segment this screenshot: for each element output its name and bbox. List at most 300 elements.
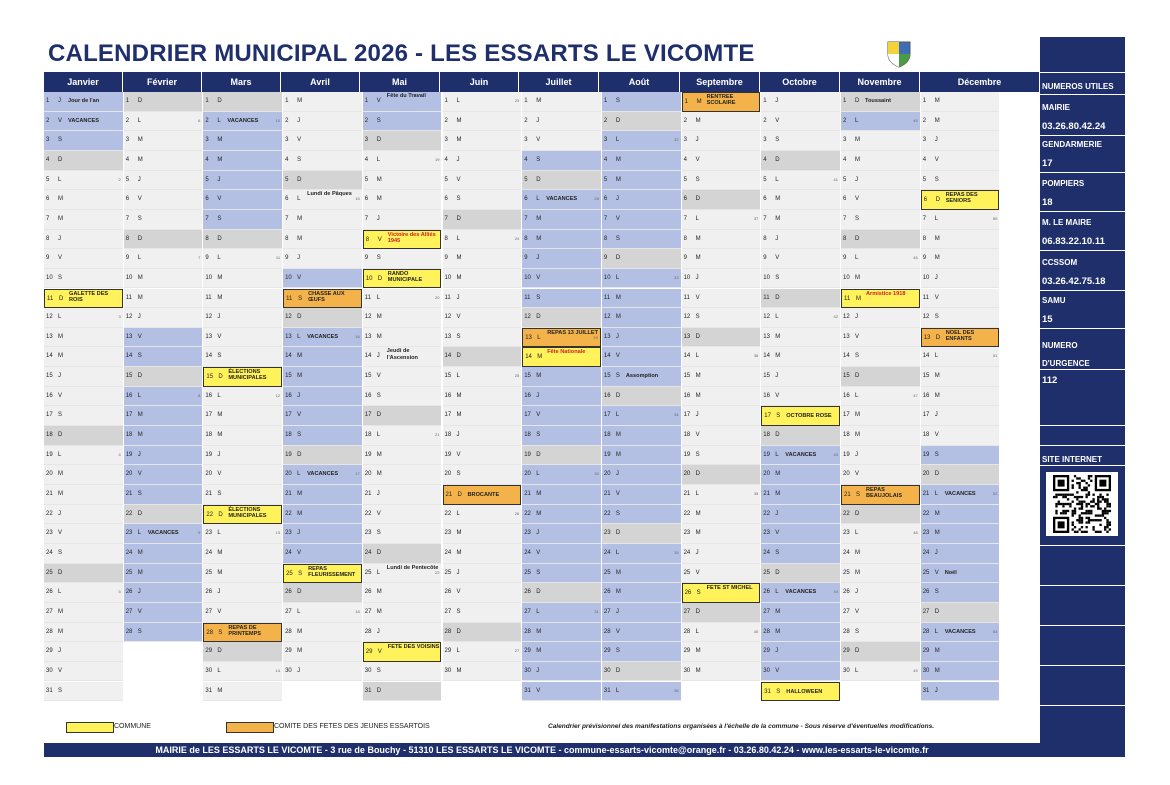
day-number: 15 bbox=[524, 373, 531, 380]
calendar-day bbox=[841, 269, 920, 289]
day-letter: L bbox=[137, 530, 142, 537]
day-number: 8 bbox=[922, 235, 927, 242]
day-number: 21 bbox=[364, 491, 372, 497]
week-number: 46 bbox=[913, 255, 918, 261]
day-letter: M bbox=[615, 176, 621, 183]
calendar-day bbox=[443, 171, 522, 191]
calendar-day bbox=[203, 564, 282, 584]
day-letter: J bbox=[456, 294, 460, 301]
day-number: 29 bbox=[763, 648, 770, 655]
day-number: 16 bbox=[683, 392, 691, 399]
calendar-day bbox=[44, 387, 123, 407]
calendar-day bbox=[203, 289, 282, 309]
week-number: 44 bbox=[833, 589, 838, 595]
calendar-day bbox=[203, 112, 282, 132]
calendar-day bbox=[841, 583, 920, 603]
day-letter: M bbox=[855, 569, 860, 576]
day-letter: V bbox=[217, 471, 222, 478]
day-number: 18 bbox=[285, 432, 292, 439]
day-number: 30 bbox=[763, 667, 770, 674]
calendar-day bbox=[124, 426, 203, 446]
day-number: 31 bbox=[205, 687, 213, 694]
calendar-day bbox=[443, 92, 522, 112]
calendar-day bbox=[682, 112, 761, 132]
day-letter: J bbox=[217, 314, 221, 321]
day-letter: V bbox=[217, 196, 222, 203]
calendar-day bbox=[682, 583, 761, 603]
calendar-day bbox=[283, 249, 362, 269]
day-letter: D bbox=[137, 510, 143, 517]
day-letter: D bbox=[536, 176, 541, 183]
week-number: 28 bbox=[594, 196, 599, 202]
week-number: 43 bbox=[833, 451, 838, 457]
day-number: 2 bbox=[683, 117, 687, 124]
day-number: 8 bbox=[285, 235, 289, 242]
day-letter: M bbox=[376, 471, 382, 478]
day-letter: D bbox=[137, 235, 143, 242]
day-number: 4 bbox=[843, 156, 847, 163]
day-number: 31 bbox=[764, 688, 771, 695]
calendar-day bbox=[682, 92, 761, 112]
calendar-day bbox=[522, 210, 601, 230]
calendar-day bbox=[363, 426, 442, 446]
day-number: 3 bbox=[364, 137, 369, 144]
day-number: 15 bbox=[46, 373, 53, 380]
calendar-day bbox=[602, 269, 681, 289]
event-label: VACANCES bbox=[147, 530, 179, 537]
day-number: 23 bbox=[683, 530, 691, 537]
calendar-day bbox=[921, 544, 1000, 564]
day-number: 11 bbox=[364, 294, 372, 301]
day-number: 7 bbox=[922, 215, 927, 222]
day-letter: J bbox=[58, 648, 61, 655]
day-letter: M bbox=[695, 392, 701, 399]
day-number: 4 bbox=[603, 156, 608, 163]
day-number: 26 bbox=[922, 589, 930, 596]
day-number: 13 bbox=[923, 334, 931, 341]
day-letter: M bbox=[775, 333, 781, 340]
day-letter: D bbox=[297, 589, 302, 596]
day-number: 24 bbox=[683, 549, 691, 556]
day-number: 18 bbox=[46, 432, 53, 439]
calendar-day bbox=[443, 446, 522, 466]
event-label: RANDO MUNICIPALE bbox=[387, 270, 423, 284]
day-number: 20 bbox=[524, 471, 531, 478]
calendar-day bbox=[761, 308, 840, 328]
calendar-day bbox=[602, 171, 681, 191]
day-number: 4 bbox=[125, 156, 130, 163]
sidebar-divider bbox=[1040, 625, 1125, 626]
week-number: 21 bbox=[435, 432, 440, 438]
day-number: 25 bbox=[364, 569, 372, 576]
week-number: 9 bbox=[198, 530, 201, 536]
day-number: 18 bbox=[444, 432, 452, 439]
day-number: 7 bbox=[205, 215, 209, 222]
day-number: 12 bbox=[205, 314, 213, 321]
day-letter: M bbox=[695, 255, 701, 262]
day-letter: S bbox=[776, 413, 781, 420]
calendar-day bbox=[921, 308, 1000, 328]
week-number: 13 bbox=[275, 530, 281, 536]
calendar-day bbox=[841, 249, 920, 269]
day-number: 12 bbox=[763, 314, 770, 321]
day-letter: M bbox=[58, 333, 63, 340]
day-letter: S bbox=[695, 176, 700, 183]
day-number: 27 bbox=[524, 608, 531, 615]
day-letter: M bbox=[536, 215, 542, 222]
calendar-day bbox=[44, 210, 123, 230]
day-number: 18 bbox=[205, 432, 213, 439]
day-number: 19 bbox=[763, 451, 770, 458]
day-letter: L bbox=[775, 589, 779, 596]
week-number: 14 bbox=[275, 667, 281, 673]
calendar-day bbox=[283, 230, 362, 250]
day-number: 9 bbox=[125, 255, 130, 262]
sidebar-divider bbox=[1040, 465, 1125, 466]
day-number: 9 bbox=[205, 255, 209, 262]
calendar-day bbox=[761, 328, 840, 348]
calendar-day bbox=[841, 603, 920, 623]
calendar-day bbox=[522, 524, 601, 544]
day-number: 6 bbox=[763, 196, 767, 203]
day-letter: J bbox=[536, 255, 540, 262]
day-letter: V bbox=[615, 353, 620, 360]
day-letter: J bbox=[855, 589, 858, 596]
day-letter: M bbox=[456, 667, 462, 674]
week-number: 10 bbox=[275, 117, 281, 123]
day-number: 22 bbox=[125, 510, 133, 517]
week-number: 16 bbox=[355, 333, 360, 339]
week-number: 33 bbox=[674, 274, 679, 280]
day-number: 30 bbox=[285, 667, 292, 674]
day-letter: M bbox=[934, 648, 940, 655]
day-number: 24 bbox=[603, 549, 611, 556]
day-letter: M bbox=[217, 687, 223, 694]
calendar-day bbox=[602, 465, 681, 485]
event-label: Lundi de Pâques bbox=[307, 191, 352, 198]
day-letter: S bbox=[775, 549, 780, 556]
calendar-day bbox=[283, 387, 362, 407]
day-number: 2 bbox=[205, 117, 209, 124]
sidebar-divider bbox=[1040, 369, 1125, 370]
day-number: 2 bbox=[285, 117, 289, 124]
legend-comite-label: COMITE DES FETES DES JEUNES ESSARTOIS bbox=[274, 723, 430, 730]
calendar-day bbox=[124, 623, 203, 643]
day-number: 29 bbox=[444, 648, 452, 655]
day-number: 21 bbox=[683, 491, 691, 497]
calendar-day bbox=[283, 367, 362, 387]
sidebar-divider bbox=[1040, 545, 1125, 546]
event-label: VACANCES bbox=[227, 117, 259, 124]
calendar-day bbox=[44, 308, 123, 328]
day-letter: L bbox=[934, 491, 939, 497]
day-letter: V bbox=[58, 392, 63, 399]
calendar-day bbox=[124, 92, 203, 112]
day-number: 21 bbox=[125, 491, 133, 497]
day-letter: M bbox=[615, 589, 621, 596]
day-number: 10 bbox=[46, 274, 53, 281]
day-letter: L bbox=[615, 137, 620, 144]
week-number: 35 bbox=[674, 549, 679, 555]
day-letter: M bbox=[376, 196, 382, 203]
week-number: 29 bbox=[593, 334, 598, 340]
sidebar-entry-value: 03.26.80.42.24 bbox=[1042, 121, 1106, 132]
calendar-day bbox=[921, 230, 1000, 250]
calendar-day bbox=[841, 564, 920, 584]
calendar-day bbox=[841, 92, 920, 112]
week-number: 34 bbox=[674, 412, 679, 418]
calendar-day bbox=[921, 190, 1000, 210]
day-letter: D bbox=[217, 235, 222, 242]
calendar-day bbox=[761, 269, 840, 289]
day-number: 10 bbox=[444, 274, 452, 281]
day-number: 13 bbox=[603, 333, 611, 340]
calendar-day bbox=[203, 210, 282, 230]
calendar-day bbox=[522, 112, 601, 132]
day-number: 1 bbox=[843, 98, 847, 104]
calendar-day bbox=[443, 603, 522, 623]
calendar-day bbox=[203, 524, 282, 544]
day-letter: V bbox=[217, 608, 222, 615]
day-number: 27 bbox=[843, 608, 850, 615]
day-number: 1 bbox=[125, 98, 130, 104]
day-letter: J bbox=[775, 510, 779, 517]
page-title: CALENDRIER MUNICIPAL 2026 - LES ESSARTS LE VICOMTE bbox=[48, 40, 755, 67]
day-number: 27 bbox=[285, 608, 292, 615]
day-number: 24 bbox=[46, 549, 53, 556]
calendar-day bbox=[682, 151, 761, 171]
calendar-day bbox=[841, 485, 920, 505]
day-number: 8 bbox=[125, 235, 130, 242]
day-letter: L bbox=[456, 235, 460, 242]
calendar-day bbox=[363, 505, 442, 525]
calendar-day bbox=[44, 485, 123, 505]
day-number: 14 bbox=[125, 353, 133, 360]
calendar-day bbox=[443, 269, 522, 289]
day-number: 3 bbox=[46, 137, 50, 144]
calendar-day bbox=[682, 505, 761, 525]
sidebar-divider bbox=[1040, 585, 1125, 586]
day-letter: M bbox=[537, 354, 543, 361]
calendar-day bbox=[522, 347, 601, 367]
day-number: 1 bbox=[763, 98, 767, 104]
day-number: 6 bbox=[923, 197, 928, 204]
day-letter: J bbox=[217, 589, 221, 596]
calendar-day bbox=[124, 564, 203, 584]
calendar-day bbox=[522, 190, 601, 210]
day-letter: S bbox=[856, 492, 861, 498]
day-letter: M bbox=[297, 215, 303, 222]
calendar-day bbox=[44, 269, 123, 289]
day-letter: J bbox=[137, 176, 141, 183]
day-number: 21 bbox=[763, 491, 770, 497]
day-letter: M bbox=[217, 137, 223, 144]
event-label: Lundi de Pentecôte bbox=[386, 564, 439, 571]
day-letter: S bbox=[58, 412, 63, 419]
day-letter: D bbox=[855, 373, 860, 380]
calendar-day bbox=[841, 544, 920, 564]
day-number: 25 bbox=[46, 569, 53, 576]
day-letter: S bbox=[456, 471, 461, 478]
calendar-day bbox=[363, 92, 442, 112]
calendar-day bbox=[921, 347, 1000, 367]
day-letter: J bbox=[615, 608, 619, 615]
day-letter: V bbox=[855, 333, 860, 340]
day-letter: L bbox=[537, 334, 541, 341]
day-number: 17 bbox=[843, 412, 850, 419]
day-letter: L bbox=[297, 471, 301, 478]
calendar-day bbox=[841, 289, 920, 309]
day-letter: D bbox=[855, 648, 860, 655]
week-number: 38 bbox=[753, 353, 759, 359]
day-number: 21 bbox=[844, 492, 851, 498]
calendar-day bbox=[203, 249, 282, 269]
day-number: 17 bbox=[364, 412, 372, 419]
calendar-day bbox=[443, 230, 522, 250]
day-letter: J bbox=[376, 353, 380, 360]
day-number: 4 bbox=[205, 156, 209, 163]
event-label: REPAS DES SENIORS bbox=[945, 192, 978, 205]
calendar-day bbox=[124, 544, 203, 564]
calendar-day bbox=[443, 308, 522, 328]
day-number: 7 bbox=[444, 215, 448, 222]
day-letter: D bbox=[934, 471, 940, 478]
calendar-day bbox=[522, 289, 601, 309]
day-letter: V bbox=[695, 432, 700, 439]
useful-numbers-panel bbox=[1040, 37, 1125, 757]
day-number: 12 bbox=[603, 314, 611, 321]
day-number: 30 bbox=[205, 667, 213, 674]
day-letter: J bbox=[456, 432, 460, 439]
calendar-day bbox=[522, 387, 601, 407]
day-number: 30 bbox=[46, 667, 53, 674]
day-letter: L bbox=[376, 156, 381, 163]
calendar-day bbox=[283, 524, 362, 544]
day-letter: M bbox=[137, 412, 143, 419]
calendar-day bbox=[443, 623, 522, 643]
day-number: 14 bbox=[364, 353, 372, 360]
day-number: 8 bbox=[365, 236, 370, 243]
day-number: 11 bbox=[205, 294, 212, 301]
day-letter: M bbox=[137, 137, 143, 144]
calendar-day bbox=[124, 328, 203, 348]
day-number: 14 bbox=[285, 353, 292, 360]
calendar-day bbox=[682, 230, 761, 250]
day-letter: J bbox=[934, 274, 938, 281]
day-number: 19 bbox=[205, 451, 213, 458]
day-letter: L bbox=[536, 608, 540, 615]
calendar-day bbox=[921, 564, 1000, 584]
day-number: 20 bbox=[46, 471, 53, 478]
day-letter: L bbox=[855, 530, 859, 537]
calendar-day bbox=[363, 583, 442, 603]
day-letter: D bbox=[934, 608, 940, 615]
day-number: 9 bbox=[603, 255, 608, 262]
day-letter: V bbox=[376, 510, 381, 517]
sidebar-entry-label: CCSSOM bbox=[1042, 258, 1078, 267]
day-letter: L bbox=[297, 196, 301, 203]
calendar-day bbox=[363, 210, 442, 230]
calendar-day bbox=[921, 249, 1000, 269]
day-letter: V bbox=[536, 137, 541, 144]
day-letter: S bbox=[376, 392, 381, 399]
day-number: 15 bbox=[603, 373, 611, 380]
day-number: 23 bbox=[922, 530, 930, 537]
calendar-day bbox=[124, 446, 203, 466]
calendar-day bbox=[841, 662, 920, 682]
day-number: 17 bbox=[524, 412, 531, 419]
calendar-day bbox=[921, 505, 1000, 525]
day-number: 31 bbox=[364, 687, 372, 694]
calendar-day bbox=[522, 308, 601, 328]
calendar-day bbox=[761, 131, 840, 151]
day-number: 16 bbox=[46, 392, 53, 399]
day-letter: J bbox=[137, 589, 141, 596]
day-number: 23 bbox=[444, 530, 452, 537]
day-number: 30 bbox=[603, 667, 611, 674]
day-number: 22 bbox=[603, 510, 611, 517]
day-number: 16 bbox=[843, 392, 850, 399]
calendar-day bbox=[203, 662, 282, 682]
day-number: 24 bbox=[922, 549, 930, 556]
calendar-day bbox=[682, 603, 761, 623]
day-number: 1 bbox=[205, 98, 209, 104]
day-number: 21 bbox=[922, 491, 930, 497]
calendar-day bbox=[682, 662, 761, 682]
calendar-day bbox=[363, 112, 442, 132]
calendar-day bbox=[124, 465, 203, 485]
week-number: 11 bbox=[275, 255, 281, 261]
calendar-day bbox=[761, 603, 840, 623]
day-number: 22 bbox=[364, 510, 372, 517]
day-number: 14 bbox=[603, 353, 611, 360]
day-letter: M bbox=[58, 215, 63, 222]
week-number: 20 bbox=[435, 294, 440, 300]
day-number: 13 bbox=[763, 333, 770, 340]
calendar-day bbox=[841, 210, 920, 230]
day-letter: L bbox=[217, 255, 221, 262]
week-number: 52 bbox=[992, 491, 998, 496]
calendar-day bbox=[522, 249, 601, 269]
day-number: 16 bbox=[524, 392, 531, 399]
day-letter: J bbox=[58, 510, 61, 517]
day-letter: M bbox=[695, 117, 701, 124]
week-number: 42 bbox=[833, 314, 838, 320]
day-letter: J bbox=[695, 412, 699, 419]
day-number: 3 bbox=[285, 137, 289, 144]
day-number: 24 bbox=[763, 549, 770, 556]
day-letter: M bbox=[615, 314, 621, 321]
day-number: 16 bbox=[205, 392, 213, 399]
day-number: 10 bbox=[683, 274, 691, 281]
sidebar-entry-value: 18 bbox=[1042, 197, 1053, 208]
day-number: 28 bbox=[46, 628, 53, 635]
day-letter: S bbox=[855, 353, 860, 360]
day-letter: J bbox=[695, 137, 699, 144]
day-number: 3 bbox=[524, 137, 528, 144]
day-number: 4 bbox=[922, 156, 927, 163]
sidebar-site-label: SITE INTERNET bbox=[1042, 455, 1103, 464]
calendar-day bbox=[602, 328, 681, 348]
calendar-day bbox=[761, 210, 840, 230]
day-number: 25 bbox=[444, 569, 452, 576]
day-letter: M bbox=[696, 99, 702, 105]
day-letter: M bbox=[297, 628, 303, 635]
calendar-day bbox=[124, 171, 203, 191]
month-header: Octobre bbox=[760, 72, 840, 92]
day-letter: S bbox=[934, 314, 939, 321]
day-letter: L bbox=[456, 648, 460, 655]
